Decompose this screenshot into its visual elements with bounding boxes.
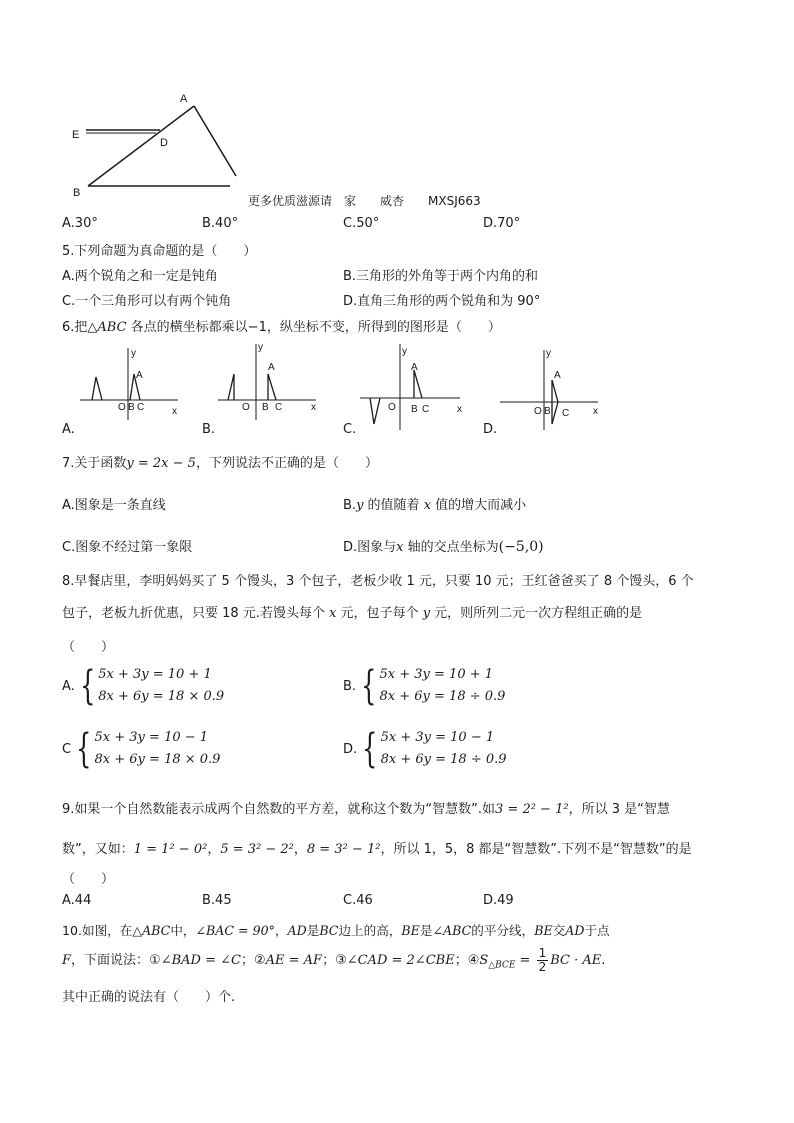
q7-function: y = 2x − 5 xyxy=(126,456,196,471)
q9-option-c: C.46 xyxy=(343,893,373,908)
q9-line1-eq: 3 = 2² − 1² xyxy=(495,802,569,817)
q8-option-b-eq2: 8x + 6y = 18 ÷ 0.9 xyxy=(379,689,506,704)
q6-graph-d-c: C xyxy=(562,408,570,419)
q10-line1-h: 交 xyxy=(552,923,566,938)
q10-statement-4-rest: BC · AE xyxy=(550,953,602,968)
q10-fraction-half xyxy=(537,947,549,974)
q9-line2-eq1: 1 = 1² − 0² xyxy=(133,842,208,857)
q10-line1-f: 是 xyxy=(419,923,433,938)
q10-line1-b: 中， xyxy=(170,923,196,938)
q6-graph-d-b: B xyxy=(544,406,551,417)
q10-stem-line2 xyxy=(62,946,605,981)
q8-option-a-eq1: 5x + 3y = 10 + 1 xyxy=(98,667,212,682)
q10-stem-line1 xyxy=(62,920,610,939)
q10-line1-d: 是 xyxy=(306,923,320,938)
q10-line1-ad: AD xyxy=(287,923,307,938)
q6-option-d: D. xyxy=(483,422,498,437)
q10-line1-c: ， xyxy=(274,923,288,938)
q6-graph-b-b: B xyxy=(262,402,269,413)
q6-graph-b-o: O xyxy=(242,402,250,413)
watermark-text: 更多优质滋源请 家 威杏 MXSJ663 xyxy=(248,194,481,208)
q6-graph-d-o: O xyxy=(534,406,542,417)
q10-line2-f: F xyxy=(62,953,72,968)
q9-line2-eq3: 8 = 3² − 1² xyxy=(306,842,381,857)
q7-option-c: C.图象不经过第一象限 xyxy=(62,540,193,555)
q7-option-b-mid: 的值随着 xyxy=(363,498,424,513)
q10-line1-a: 10.如图，在 xyxy=(62,923,133,938)
q8-option-d-brace: { xyxy=(362,726,378,772)
q10-line1-e: 边上的高， xyxy=(338,923,402,938)
q9-line2-a: 数”，又如： xyxy=(62,842,134,857)
q10-fraction-den: 2 xyxy=(538,960,547,974)
q10-fraction-num: 1 xyxy=(538,946,547,960)
q6-stem-prefix: 6.把 xyxy=(62,320,88,335)
q6-graph-c-c: C xyxy=(422,404,430,415)
q6-graph-d-y: y xyxy=(546,348,551,359)
q6-graph-d-a: A xyxy=(554,370,561,381)
q8-stem-line1: 8.早餐店里，李明妈妈买了 5 个馒头，3 个包子，老板少收 1 元，只要 10 元；王红爸爸买了 8 个馒头，6 个 xyxy=(62,574,694,589)
q8-option-a-brace: { xyxy=(79,663,96,709)
q10-line1-ang2: ∠ABC xyxy=(432,923,472,938)
q6-graph-d xyxy=(500,340,620,430)
segment-ac xyxy=(194,106,236,176)
q10-statement-3: ∠CAD = 2∠CBE xyxy=(346,953,455,968)
q6-graph-c xyxy=(360,340,480,430)
q9-option-b: B.45 xyxy=(202,893,232,908)
q6-graph-c-b: B xyxy=(411,404,418,415)
q6-graph-d-x: x xyxy=(593,406,598,417)
q6-option-c: C. xyxy=(343,422,357,437)
q4-option-d: D.70° xyxy=(483,216,521,231)
q6-graph-a-y: y xyxy=(131,348,136,359)
q7-option-d-x: x xyxy=(396,540,404,555)
q6-graph-a-b: B xyxy=(128,402,135,413)
q7-stem-suffix: ，下列说法不正确的是（ ） xyxy=(195,456,378,471)
q9-stem-line2 xyxy=(62,838,692,857)
q7-option-d xyxy=(343,536,544,555)
q9-line2-sep1: ， xyxy=(207,842,221,857)
q10-statement-1: ∠BAD = ∠C xyxy=(160,953,241,968)
q8-option-d-eq2: 8x + 6y = 18 ÷ 0.9 xyxy=(380,752,507,767)
q8-stem-line2 xyxy=(62,602,642,621)
q10-line2-c: ；③ xyxy=(322,953,347,968)
q8-option-d-label: D. xyxy=(343,741,358,757)
segment-ba xyxy=(88,106,194,186)
q5-stem: 5.下列命题为真命题的是（ ） xyxy=(62,244,257,259)
q9-line2-eq2: 5 = 3² − 2² xyxy=(220,842,294,857)
q7-option-d-prefix: D.图象与 xyxy=(343,540,397,555)
q10-line1-tri: △ABC xyxy=(132,923,171,938)
q6-stem-suffix: 各点的横坐标都乘以−1，纵坐标不变，所得到的图形是（ ） xyxy=(126,320,501,335)
q6-triangle: △ xyxy=(87,320,98,335)
q6-graph-c-x: x xyxy=(457,404,462,415)
q8-option-c-eq1: 5x + 3y = 10 − 1 xyxy=(94,730,209,745)
q8-option-c xyxy=(62,727,220,771)
q9-line1-b: ，所以 3 是“智慧 xyxy=(568,802,670,817)
q6-abc: ABC xyxy=(97,320,127,335)
q6-graph-b-a: A xyxy=(268,362,275,373)
q6-option-b: B. xyxy=(202,422,216,437)
q7-option-b-suffix: 值的增大而减小 xyxy=(431,498,527,513)
q6-graph-b-y: y xyxy=(258,342,263,353)
q6-graph-c-a: A xyxy=(411,362,418,373)
q7-option-b xyxy=(343,494,526,513)
q9-stem-line1 xyxy=(62,798,670,817)
q10-line1-g: 的平分线， xyxy=(471,923,535,938)
q6-graph-a-c: C xyxy=(137,402,145,413)
q7-option-b-y: y xyxy=(356,498,364,513)
point-label-e: E xyxy=(72,129,80,141)
q10-statement-4-s: S xyxy=(479,953,489,968)
q6-graph-a-a: A xyxy=(136,370,143,381)
q10-statement-2: AE = AF xyxy=(265,953,323,968)
q9-line2-sep2: ， xyxy=(293,842,307,857)
q6-stem xyxy=(62,316,501,335)
q8-option-c-brace: { xyxy=(76,726,92,772)
q8-line2-x: x xyxy=(329,606,337,621)
q6-graph-a xyxy=(80,340,200,420)
point-label-a: A xyxy=(180,93,188,105)
point-label-b: B xyxy=(73,187,81,199)
q6-graph-b xyxy=(218,340,338,420)
q7-option-d-mid: 轴的交点坐标为 xyxy=(403,540,499,555)
q5-option-b: B.三角形的外角等于两个内角的和 xyxy=(343,269,539,284)
q8-option-b xyxy=(343,664,505,708)
q6-graph-c-o: O xyxy=(388,402,396,413)
q10-statement-4-eq: = xyxy=(515,953,535,968)
q9-option-d: D.49 xyxy=(483,893,514,908)
q4-option-a: A.30° xyxy=(62,216,98,231)
q7-option-b-prefix: B. xyxy=(343,498,357,513)
q8-option-b-brace: { xyxy=(361,663,377,709)
q10-line1-i: 于点 xyxy=(584,923,610,938)
q8-line2-c: 元，则所列二元一次方程组正确的是 xyxy=(430,606,643,621)
q7-stem-prefix: 7.关于函数 xyxy=(62,456,127,471)
q10-line1-bc: BC xyxy=(319,923,339,938)
q8-option-b-eq1: 5x + 3y = 10 + 1 xyxy=(379,667,494,682)
q7-option-d-point: (−5,0) xyxy=(498,539,544,555)
q10-line2-end: . xyxy=(601,953,606,968)
q5-option-a: A.两个锐角之和一定是钝角 xyxy=(62,269,218,284)
q6-graph-a-x: x xyxy=(172,406,177,417)
q6-graph-b-x: x xyxy=(311,402,316,413)
q9-line1-a: 9.如果一个自然数能表示成两个自然数的平方差，就称这个数为“智慧数”.如 xyxy=(62,802,496,817)
q8-stem-line3: （ ） xyxy=(62,640,115,655)
q10-line1-ad2: AD xyxy=(565,923,585,938)
q8-line2-a: 包子，老板九折优惠，只要 18 元.若馒头每个 xyxy=(62,606,330,621)
q9-line2-b: ，所以 1，5，8 都是“智慧数”.下列不是“智慧数”的是 xyxy=(380,842,692,857)
q10-line2-d: ；④ xyxy=(454,953,480,968)
q4-option-b: B.40° xyxy=(202,216,239,231)
q8-option-a-label: A. xyxy=(62,678,75,694)
q4-option-c: C.50° xyxy=(343,216,380,231)
q8-option-d-eq1: 5x + 3y = 10 − 1 xyxy=(380,730,495,745)
q7-stem xyxy=(62,452,378,471)
q10-stem-line3: 其中正确的说法有（ ）个. xyxy=(62,990,236,1005)
q9-option-a: A.44 xyxy=(62,893,92,908)
q8-option-b-label: B. xyxy=(343,678,357,694)
q8-line2-y: y xyxy=(422,606,431,621)
q8-option-c-label: C xyxy=(62,741,72,757)
q8-option-a xyxy=(62,664,224,708)
q6-graph-b-c: C xyxy=(275,402,283,413)
q10-line1-be: BE xyxy=(401,923,420,938)
q6-graph-c-y: y xyxy=(402,346,407,357)
q8-option-c-eq2: 8x + 6y = 18 × 0.9 xyxy=(94,752,221,767)
point-label-d: D xyxy=(160,137,168,149)
q5-option-c: C.一个三角形可以有两个钝角 xyxy=(62,294,232,309)
q10-line1-be2: BE xyxy=(534,923,553,938)
q8-option-a-eq2: 8x + 6y = 18 × 0.9 xyxy=(98,689,225,704)
q8-option-d xyxy=(343,727,507,771)
q10-line1-ang: ∠BAC = 90° xyxy=(195,923,275,938)
q6-graph-a-o: O xyxy=(118,402,126,413)
q5-option-d: D.直角三角形的两个锐角和为 90° xyxy=(343,294,541,309)
q10-line2-a: ，下面说法：① xyxy=(71,953,161,968)
q7-option-b-x: x xyxy=(423,498,432,513)
q10-statement-4-sub: △BCE xyxy=(488,960,516,971)
q7-option-a: A.图象是一条直线 xyxy=(62,498,166,513)
q10-line2-b: ；② xyxy=(240,953,266,968)
q8-line2-b: 元，包子每个 xyxy=(336,606,423,621)
q9-stem-line3: （ ） xyxy=(62,872,115,887)
q6-option-a: A. xyxy=(62,422,75,437)
